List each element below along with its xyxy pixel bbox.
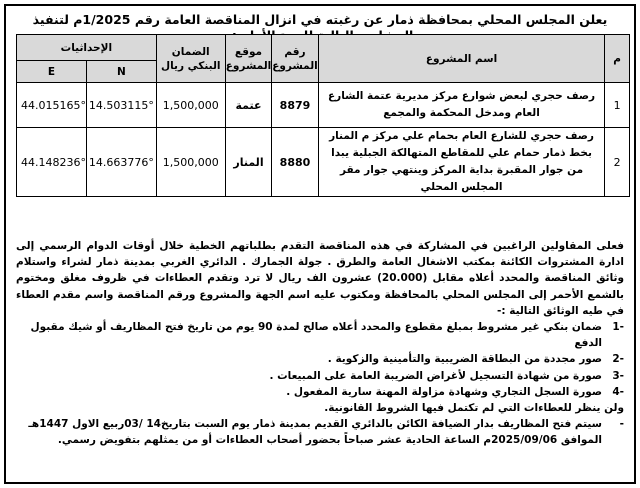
required-document-item bbox=[16, 384, 624, 400]
row-project-number: 8879 bbox=[272, 83, 319, 128]
row-project-name: رصف حجري للشارع العام بحمام علي مركز م المنار بخط ذمار حمام علي للمقاطع المتهالكة الجبلية يبدا من جوار المقبرة بداية المركز وينتهي جوار مقر المجلس المحلي bbox=[318, 128, 605, 197]
table-header-row bbox=[17, 35, 630, 61]
header-coordinates: الإحداثيات bbox=[17, 35, 157, 61]
announcement-body bbox=[16, 238, 624, 449]
row-index: 1 bbox=[605, 83, 630, 128]
required-document-item bbox=[16, 351, 624, 367]
row-project-name: رصف حجري لبعض شوارع مركز مديرية عتمة الشارع العام ومدخل المحكمة والمجمع bbox=[318, 83, 605, 128]
row-coord-n: 14.503115° bbox=[87, 83, 157, 128]
row-index: 2 bbox=[605, 128, 630, 197]
row-guarantee: 1,500,000 bbox=[156, 128, 225, 197]
announcement-frame bbox=[4, 4, 636, 484]
announcement-heading: يعلن المجلس المحلي بمحافظة ذمار عن رغبته في انزال المناقصة العامة رقم 1/2025م لتنفيذ bbox=[32, 12, 608, 27]
item-text: صور مجددة من البطاقة الضريبية والتأمينية والزكوية . bbox=[327, 353, 602, 366]
header-project-location: موقع المشروع bbox=[225, 35, 272, 83]
row-coord-n: 14.663776° bbox=[87, 128, 157, 197]
table-row bbox=[17, 83, 630, 128]
table-row bbox=[17, 128, 630, 197]
row-project-number: 8880 bbox=[272, 128, 319, 197]
item-text: صورة من شهادة التسجيل لأغراض الضريبة العامة على المبيعات . bbox=[269, 369, 602, 382]
header-index: م bbox=[605, 35, 630, 83]
header-project-number: رقم المشروع bbox=[272, 35, 319, 83]
row-guarantee: 1,500,000 bbox=[156, 83, 225, 128]
header-bank-guarantee: الضمان البنكي ريال bbox=[156, 35, 225, 83]
header-project-name: اسم المشروع bbox=[318, 35, 605, 83]
required-document-item bbox=[16, 319, 624, 351]
projects-table bbox=[16, 34, 630, 197]
opening-session-paragraph bbox=[16, 416, 624, 448]
item-number: -1 bbox=[612, 321, 624, 334]
item-text: صورة السجل التجاري وشهادة مزاولة المهنة سارية المفعول . bbox=[286, 385, 602, 398]
header-e: E bbox=[17, 61, 87, 83]
row-coord-e: 44.148236° bbox=[17, 128, 87, 197]
intro-paragraph: فعلى المقاولين الراغبين في المشاركة في هذه المناقصة التقدم بطلباتهم الخطية خلال أوقات الدوام الرسمي إلى ادارة المشتروات الكائنة بمكتب الاشغال العامة والطرق . جولة الجمارك . الدائري الغربي بمدينة ذمار لشراء واستلام وثائق المناقصة والمحدد أعلاه مقابل (20.000) عشرون الف ريال لا ترد وتقدم العطاءات في ظروف مغلق ومختوم بالشمع الأحمر إلى المجلس المحلي بالمحافظة ومكتوب عليه اسم الجهة والمشروع ورقم المناقصة واسم مقدم العطاء في طيه الوثائق التالية :- bbox=[16, 240, 624, 317]
incomplete-bids-notice: ولن ينظر للعطاءات التي لم تكتمل فيها الشروط القانونية. bbox=[324, 402, 624, 415]
row-coord-e: 44.015165° bbox=[17, 83, 87, 128]
bullet-dash: - bbox=[619, 418, 624, 431]
row-project-location: عتمة bbox=[225, 83, 272, 128]
item-number: -4 bbox=[612, 385, 624, 398]
item-number: -3 bbox=[612, 369, 624, 382]
item-number: -2 bbox=[612, 353, 624, 366]
row-project-location: المنار bbox=[225, 128, 272, 197]
item-text: ضمان بنكي غير مشروط بمبلغ مقطوع والمحدد أعلاه صالح لمدة 90 يوم من تاريخ فتح المظاريف أو شيك مقبول الدفع bbox=[30, 321, 602, 350]
header-n: N bbox=[87, 61, 157, 83]
opening-session-text: سيتم فتح المظاريف بدار الضيافة الكائن بالدائري القديم بمدينة ذمار يوم السبت بتاريخ14 /03ربيع الاول 1447هـ الموافق 2025/09/06م الساعة الحادية عشر صباحاً بحضور أصحاب العطاءات أو من يمثلهم بتفويض رسمي. bbox=[28, 418, 602, 447]
required-document-item bbox=[16, 368, 624, 384]
